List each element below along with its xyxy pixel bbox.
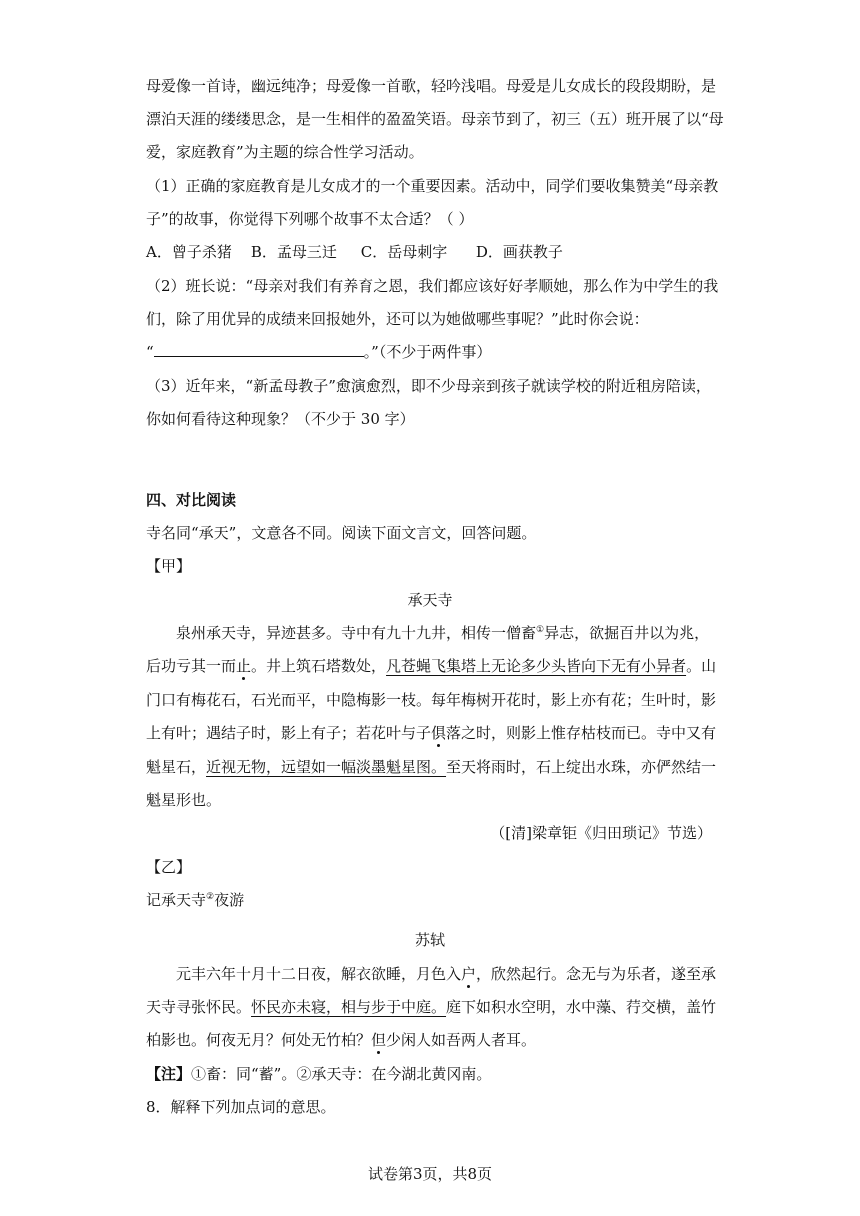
section-heading: 四、对比阅读 (146, 491, 237, 509)
footnote-line (146, 1064, 491, 1084)
q2-answer-blank[interactable] (154, 342, 364, 357)
underlined-sentence-1: 凡苍蝇飞集塔上无论多少头皆向下无有小异者 (386, 657, 687, 675)
jia-p5-text-b: 至天将雨时，石上绽出水珠，亦俨然结一 (446, 758, 717, 776)
jia-p1-text-a: 泉州承天寺，异迹甚多。寺中有九十九井，相传一僧畜 (176, 624, 537, 642)
yi-para-line-1 (176, 964, 716, 984)
jia-para-line-1 (176, 623, 709, 643)
jia-p4-text-b: 落之时，则影上惟存枯枝而已。寺中又有 (446, 724, 717, 742)
jia-para-line-6: 魁星形也。 (146, 791, 222, 809)
q2-line-3 (146, 342, 491, 362)
q1-line-2: 子”的故事，你觉得下列哪个故事不太合适？（ ） (146, 210, 474, 228)
section-instruction: 寺名同“承天”，文意各不同。阅读下面文言文，回答问题。 (146, 524, 537, 542)
q1-options: A．曾子杀猪 B．孟母三迁 C．岳母刺字 D．画获教子 (146, 243, 563, 261)
yi-author: 苏轼 (414, 931, 445, 949)
dotted-word-ju: 俱 (431, 724, 447, 742)
q3-line-2: 你如何看待这种现象？（不少于 30 字） (146, 410, 415, 428)
jia-p2-text-c: 。山 (686, 657, 717, 675)
yi-title (146, 890, 244, 910)
underlined-sentence-2: 近视无物，远望如一幅淡墨魁星图。 (206, 758, 447, 776)
jia-p4-text-a: 上有叶；遇结子时，影上有子；若花叶与子 (146, 724, 432, 742)
yi-p3-text-b: 少闲人如吾两人者耳。 (386, 1031, 537, 1049)
jia-p1-text-b: 异志，欲掘百井以为兆， (544, 624, 710, 642)
jia-p2-text-b: 。井上筑石塔数处， (251, 657, 387, 675)
yi-label: 【乙】 (146, 858, 192, 876)
footnote-label: 【注】 (146, 1065, 192, 1083)
yi-p1-text-a: 元丰六年十月十二日夜，解衣欲睡，月色入 (176, 965, 462, 983)
intro-line-2: 漂泊天涯的缕缕思念，是一生相伴的盈盈笑语。母亲节到了，初三（五）班开展了以“母 (146, 110, 724, 128)
dotted-word-dan: 但 (371, 1031, 387, 1049)
jia-para-line-2 (146, 656, 716, 676)
yi-para-line-2 (146, 997, 716, 1017)
yi-p2-text-a: 天寺寻张怀民。 (146, 998, 252, 1016)
jia-label: 【甲】 (146, 557, 192, 575)
jia-p2-text-a: 后功亏其一而 (146, 657, 237, 675)
q2-open-quote: “ (146, 343, 154, 361)
q2-line-2: 们，除了用优异的成绩来回报她外，还可以为她做哪些事呢？”此时你会说： (146, 310, 649, 328)
q2-close-text: 。”（不少于两件事） (363, 343, 492, 361)
intro-line-1: 母爱像一首诗，幽远纯净；母爱像一首歌，轻吟浅唱。母爱是儿女成长的段段期盼，是 (146, 77, 717, 95)
footnote-marker-1: ① (536, 625, 545, 635)
page-footer: 试卷第3页，共8页 (367, 1165, 493, 1183)
jia-para-line-3: 门口有梅花石，石光而平，中隐梅影一枝。每年梅树开花时，影上亦有花；生叶时，影 (146, 691, 717, 709)
q2-line-1: （2）班长说：“母亲对我们有养育之恩，我们都应该好好孝顺她，那么作为中学生的我 (146, 277, 719, 295)
jia-para-line-4 (146, 723, 716, 743)
yi-p3-text-a: 柏影也。何夜无月？何处无竹柏？ (146, 1031, 372, 1049)
intro-line-3: 爱，家庭教育”为主题的综合性学习活动。 (146, 143, 424, 161)
yi-title-b: 夜游 (214, 891, 245, 909)
q1-line-1: （1）正确的家庭教育是儿女成才的一个重要因素。活动中，同学们要收集赞美“母亲教 (146, 177, 719, 195)
yi-p2-text-b: 庭下如积水空明，水中藻、荇交横，盖竹 (446, 998, 717, 1016)
jia-para-line-5 (146, 757, 716, 777)
footnote-marker-2: ② (206, 892, 215, 902)
jia-title: 承天寺 (407, 591, 453, 609)
jia-p5-text-a: 魁星石， (146, 758, 207, 776)
yi-title-a: 记承天寺 (146, 891, 207, 909)
underlined-sentence-3: 怀民亦未寝，相与步于中庭。 (251, 998, 447, 1016)
footnote-text: ①畜：同“蓄”。②承天寺：在今湖北黄冈南。 (191, 1065, 492, 1083)
dotted-word-hu: 户 (461, 965, 477, 983)
q3-line-1: （3）近年来，“新孟母教子”愈演愈烈，即不少母亲到孩子就读学校的附近租房陪读， (146, 377, 711, 395)
yi-p1-text-b: ，欣然起行。念无与为乐者，遂至承 (476, 965, 717, 983)
yi-para-line-3 (146, 1030, 536, 1050)
dotted-word-zhi: 止 (236, 657, 252, 675)
jia-source: （[清]梁章钜《归田琐记》节选） (490, 824, 712, 842)
question-8: 8．解释下列加点词的意思。 (146, 1098, 336, 1116)
